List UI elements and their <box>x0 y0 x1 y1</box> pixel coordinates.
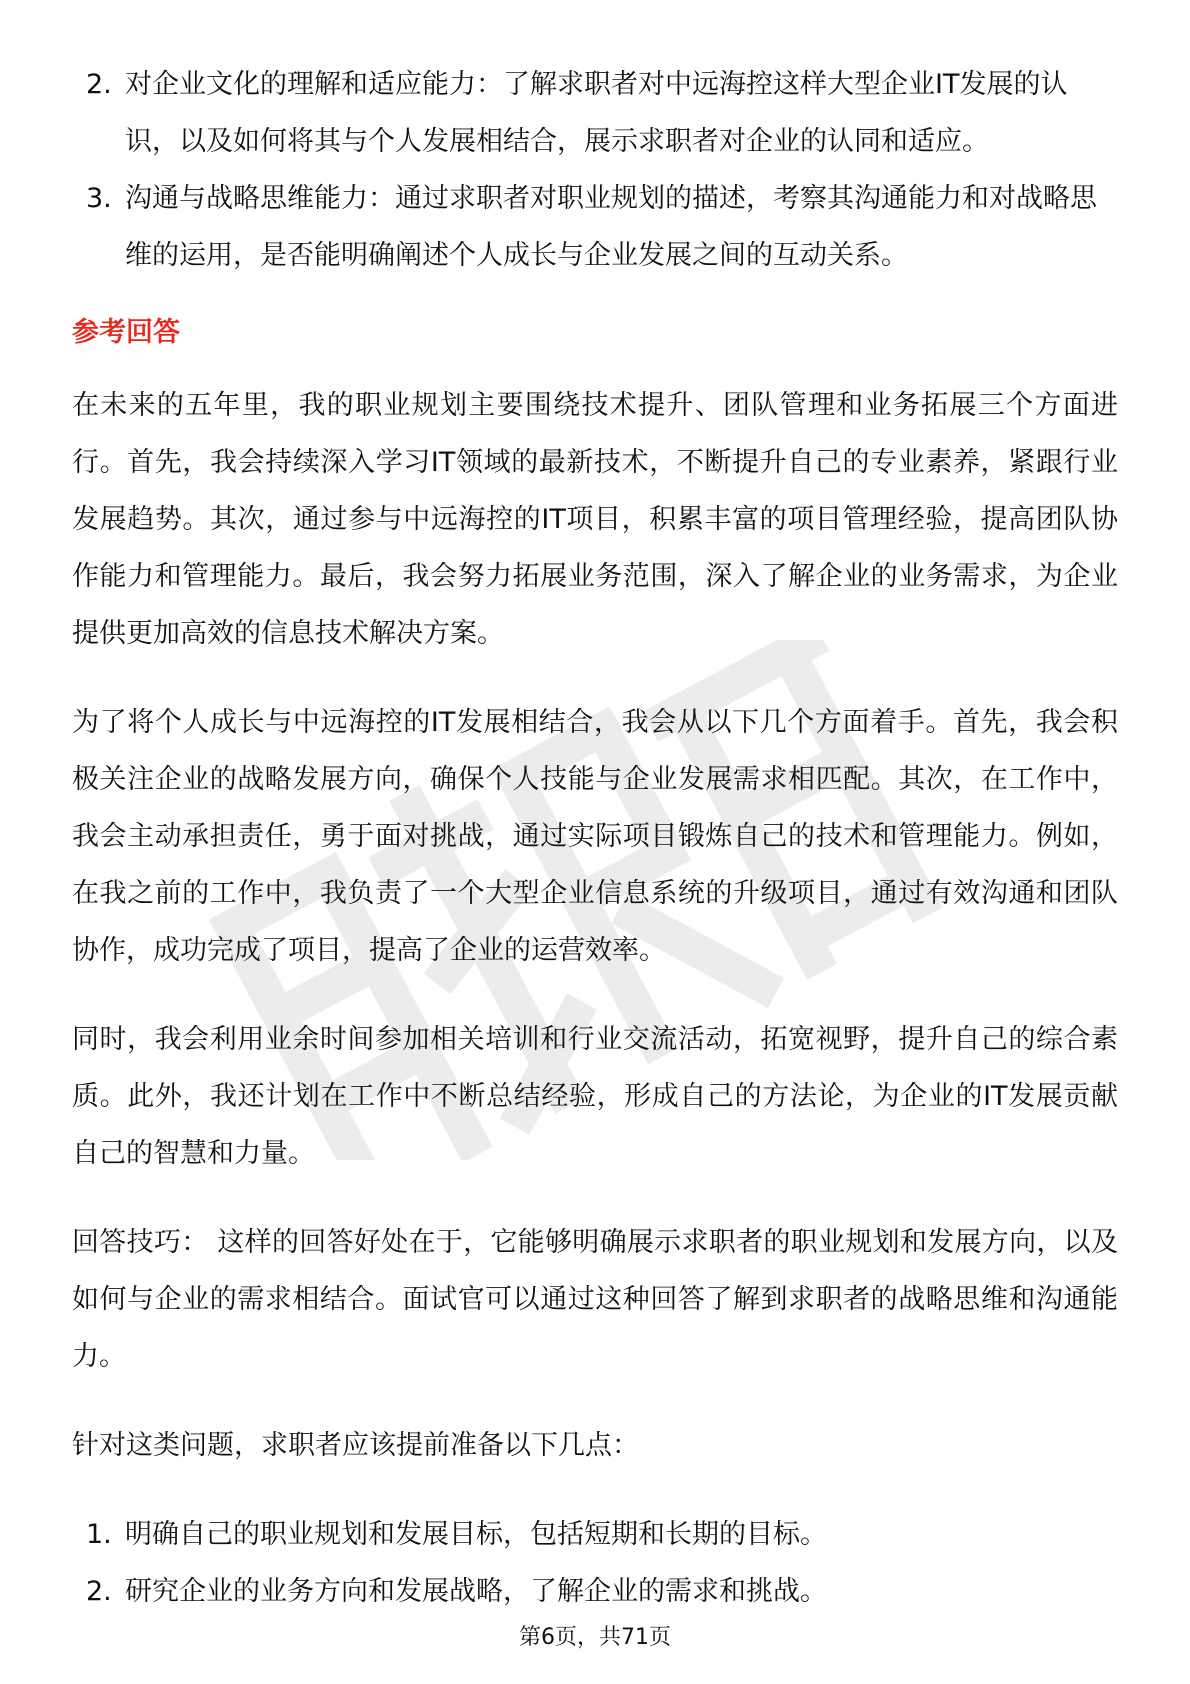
list-item <box>72 56 1118 170</box>
list-item-number: 1. <box>86 1519 112 1550</box>
list-item-text: 研究企业的业务方向和发展战略，了解企业的需求和挑战。 <box>125 1576 827 1607</box>
section-title: 参考回答 <box>72 317 180 348</box>
answer-paragraph: 在未来的五年里，我的职业规划主要围绕技术提升、团队管理和业务拓展三个方面进行。首先，我会持续深入学习IT领域的最新技术，不断提升自己的专业素养，紧跟行业发展趋势。其次，通过参与中远海控的IT项目，积累丰富的项目管理经验，提高团队协作能力和管理能力。最后，我会努力拓展业务范围，深入了解企业的业务需求，为企业提供更加高效的信息技术解决方案。 <box>72 390 1118 649</box>
list-item <box>72 1563 1118 1620</box>
tips-paragraph: 回答技巧： 这样的回答好处在于，它能够明确展示求职者的职业规划和发展方向，以及如何与企业的需求相结合。面试官可以通过这种回答了解到求职者的战略思维和沟通能力。 <box>72 1227 1118 1372</box>
answer-paragraph: 同时，我会利用业余时间参加相关培训和行业交流活动，拓宽视野，提升自己的综合素质。此外，我还计划在工作中不断总结经验，形成自己的方法论，为企业的IT发展贡献自己的智慧和力量。 <box>72 1024 1118 1169</box>
preparation-intro: 针对这类问题，求职者应该提前准备以下几点： <box>72 1430 639 1461</box>
list-item-text: 对企业文化的理解和适应能力：了解求职者对中远海控这样大型企业IT发展的认识，以及如何将其与个人发展相结合，展示求职者对企业的认同和适应。 <box>125 69 1068 157</box>
answer-paragraph: 为了将个人成长与中远海控的IT发展相结合，我会从以下几个方面着手。首先，我会积极关注企业的战略发展方向，确保个人技能与企业发展需求相匹配。其次，在工作中，我会主动承担责任，勇于面对挑战，通过实际项目锻炼自己的技术和管理能力。例如，在我之前的工作中，我负责了一个大型企业信息系统的升级项目，通过有效沟通和团队协作，成功完成了项目，提高了企业的运营效率。 <box>72 707 1118 966</box>
preparation-list <box>72 1506 1118 1620</box>
list-item-number: 2. <box>86 1576 112 1607</box>
list-item <box>72 1506 1118 1563</box>
list-item <box>72 170 1118 284</box>
list-item-number: 2. <box>86 69 112 100</box>
criteria-list <box>72 56 1118 284</box>
page-footer: 第6页，共71页 <box>519 1625 671 1650</box>
list-item-number: 3. <box>86 183 112 214</box>
list-item-text: 明确自己的职业规划和发展目标，包括短期和长期的目标。 <box>125 1519 827 1550</box>
list-item-text: 沟通与战略思维能力：通过求职者对职业规划的描述，考察其沟通能力和对战略思维的运用，是否能明确阐述个人成长与企业发展之间的互动关系。 <box>125 183 1097 271</box>
main-content <box>72 56 1118 1620</box>
